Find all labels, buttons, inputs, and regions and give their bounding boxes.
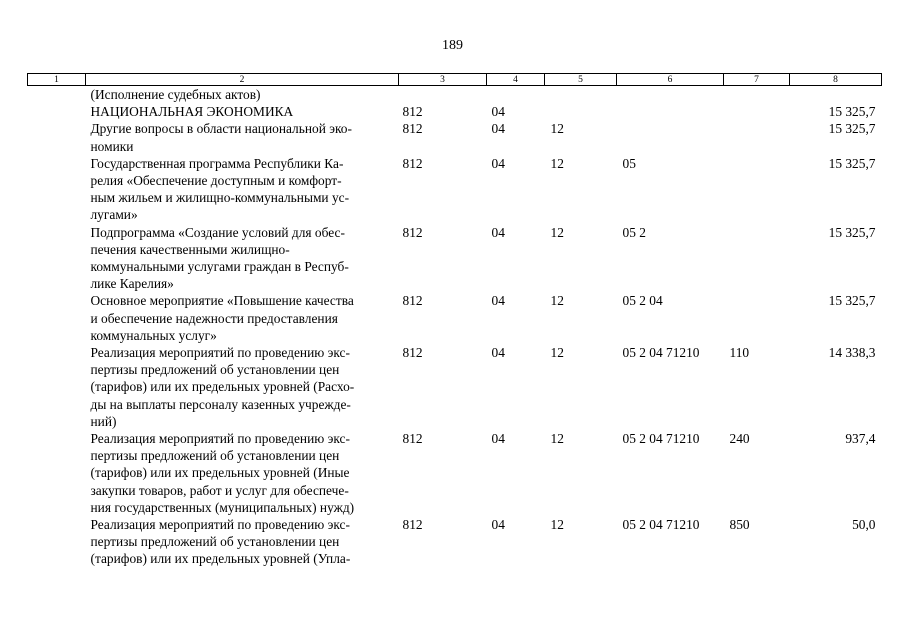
cell-grbs: 812 bbox=[402, 293, 423, 309]
table-row bbox=[28, 103, 882, 120]
cell-expense-type: 850 bbox=[729, 517, 750, 533]
column-header-7: 7 bbox=[724, 74, 790, 86]
table-row bbox=[28, 155, 882, 224]
cell-blank bbox=[28, 155, 86, 224]
table-row bbox=[28, 120, 882, 154]
cell-amount: 15 325,7 bbox=[828, 155, 876, 171]
cell-grbs: 812 bbox=[402, 104, 423, 120]
cell-section: 04 bbox=[491, 104, 505, 120]
cell-grbs: 812 bbox=[402, 121, 423, 137]
table-row bbox=[28, 344, 882, 430]
table-row bbox=[28, 224, 882, 293]
cell-name: НАЦИОНАЛЬНАЯ ЭКОНОМИКА bbox=[90, 104, 294, 120]
column-header-2: 2 bbox=[86, 74, 399, 86]
cell-name: (Исполнение судебных актов) bbox=[90, 87, 261, 102]
cell-target-article bbox=[617, 86, 724, 104]
cell-grbs: 812 bbox=[402, 345, 423, 361]
table-row bbox=[28, 430, 882, 516]
cell-amount: 15 325,7 bbox=[828, 104, 876, 120]
cell-subsection: 12 bbox=[550, 517, 564, 533]
cell-amount: 937,4 bbox=[845, 431, 876, 447]
cell-expense-type bbox=[724, 86, 790, 104]
cell-section: 04 bbox=[491, 293, 505, 309]
cell-expense-type: 110 bbox=[729, 345, 750, 361]
cell-grbs: 812 bbox=[402, 431, 423, 447]
cell-name: Другие вопросы в области национальной эко- номики bbox=[90, 121, 352, 154]
cell-blank bbox=[28, 344, 86, 430]
cell-subsection: 12 bbox=[550, 224, 564, 240]
cell-target-article: 05 2 bbox=[622, 224, 646, 240]
cell-section: 04 bbox=[491, 345, 505, 361]
cell-blank bbox=[28, 103, 86, 120]
header-row bbox=[28, 74, 882, 86]
cell-expense-type bbox=[724, 292, 790, 344]
cell-name: Подпрограмма «Создание условий для обес- печения качественными жилищно- коммунальными услугами граждан в Респуб- лике Карелия» bbox=[90, 224, 349, 292]
cell-expense-type: 240 bbox=[729, 431, 750, 447]
cell-section: 04 bbox=[491, 155, 505, 171]
cell-blank bbox=[28, 430, 86, 516]
cell-target-article: 05 2 04 71210 bbox=[622, 345, 700, 361]
cell-grbs bbox=[399, 86, 487, 104]
cell-name: Основное мероприятие «Повышение качества и обеспечение надежности предоставления коммунальных услуг» bbox=[90, 293, 354, 343]
cell-target-article: 05 bbox=[622, 155, 636, 171]
cell-expense-type bbox=[724, 103, 790, 120]
table-row bbox=[28, 516, 882, 568]
cell-amount: 15 325,7 bbox=[828, 293, 876, 309]
cell-name: Реализация мероприятий по проведению экс- пертизы предложений об установлении цен (тарифов) или их предельных уровней (Расхо- ды на выплаты персоналу казенных учрежде- ний) bbox=[90, 345, 355, 429]
cell-subsection: 12 bbox=[550, 121, 564, 137]
cell-subsection: 12 bbox=[550, 345, 564, 361]
cell-expense-type bbox=[724, 120, 790, 154]
cell-section: 04 bbox=[491, 224, 505, 240]
cell-section: 04 bbox=[491, 517, 505, 533]
cell-blank bbox=[28, 516, 86, 568]
cell-target-article bbox=[617, 120, 724, 154]
column-header-1: 1 bbox=[28, 74, 86, 86]
cell-target-article: 05 2 04 71210 bbox=[622, 431, 700, 447]
cell-amount: 15 325,7 bbox=[828, 224, 876, 240]
column-header-3: 3 bbox=[399, 74, 487, 86]
cell-target-article: 05 2 04 71210 bbox=[622, 517, 700, 533]
page-number: 189 bbox=[442, 38, 463, 53]
cell-target-article: 05 2 04 bbox=[622, 293, 663, 309]
cell-name: Реализация мероприятий по проведению экс- пертизы предложений об установлении цен (тарифов) или их предельных уровней (Упла- bbox=[90, 517, 351, 567]
cell-section: 04 bbox=[491, 431, 505, 447]
column-header-6: 6 bbox=[617, 74, 724, 86]
cell-blank bbox=[28, 86, 86, 104]
budget-table bbox=[27, 73, 882, 568]
cell-subsection: 12 bbox=[550, 155, 564, 171]
cell-grbs: 812 bbox=[402, 224, 423, 240]
column-header-8: 8 bbox=[790, 74, 882, 86]
cell-subsection: 12 bbox=[550, 293, 564, 309]
column-header-5: 5 bbox=[545, 74, 617, 86]
cell-amount: 50,0 bbox=[852, 517, 876, 533]
cell-name: Государственная программа Республики Ка- релия «Обеспечение доступным и комфорт- ным жильем и жилищно-коммунальными ус- лугами» bbox=[90, 155, 350, 223]
cell-amount bbox=[790, 86, 882, 104]
cell-blank bbox=[28, 224, 86, 293]
cell-grbs: 812 bbox=[402, 517, 423, 533]
cell-subsection bbox=[545, 86, 617, 104]
cell-subsection bbox=[545, 103, 617, 120]
cell-target-article bbox=[617, 103, 724, 120]
cell-blank bbox=[28, 120, 86, 154]
table-row bbox=[28, 86, 882, 104]
cell-expense-type bbox=[724, 224, 790, 293]
cell-section: 04 bbox=[491, 121, 505, 137]
cell-subsection: 12 bbox=[550, 431, 564, 447]
cell-section bbox=[487, 86, 545, 104]
cell-blank bbox=[28, 292, 86, 344]
cell-amount: 14 338,3 bbox=[828, 345, 876, 361]
cell-expense-type bbox=[724, 155, 790, 224]
cell-name: Реализация мероприятий по проведению экс- пертизы предложений об установлении цен (тарифов) или их предельных уровней (Иные закупки товаров, работ и услуг для обеспече- ния государственных (муниципальных) нужд) bbox=[90, 431, 355, 515]
cell-grbs: 812 bbox=[402, 155, 423, 171]
cell-amount: 15 325,7 bbox=[828, 121, 876, 137]
column-header-4: 4 bbox=[487, 74, 545, 86]
table-row bbox=[28, 292, 882, 344]
